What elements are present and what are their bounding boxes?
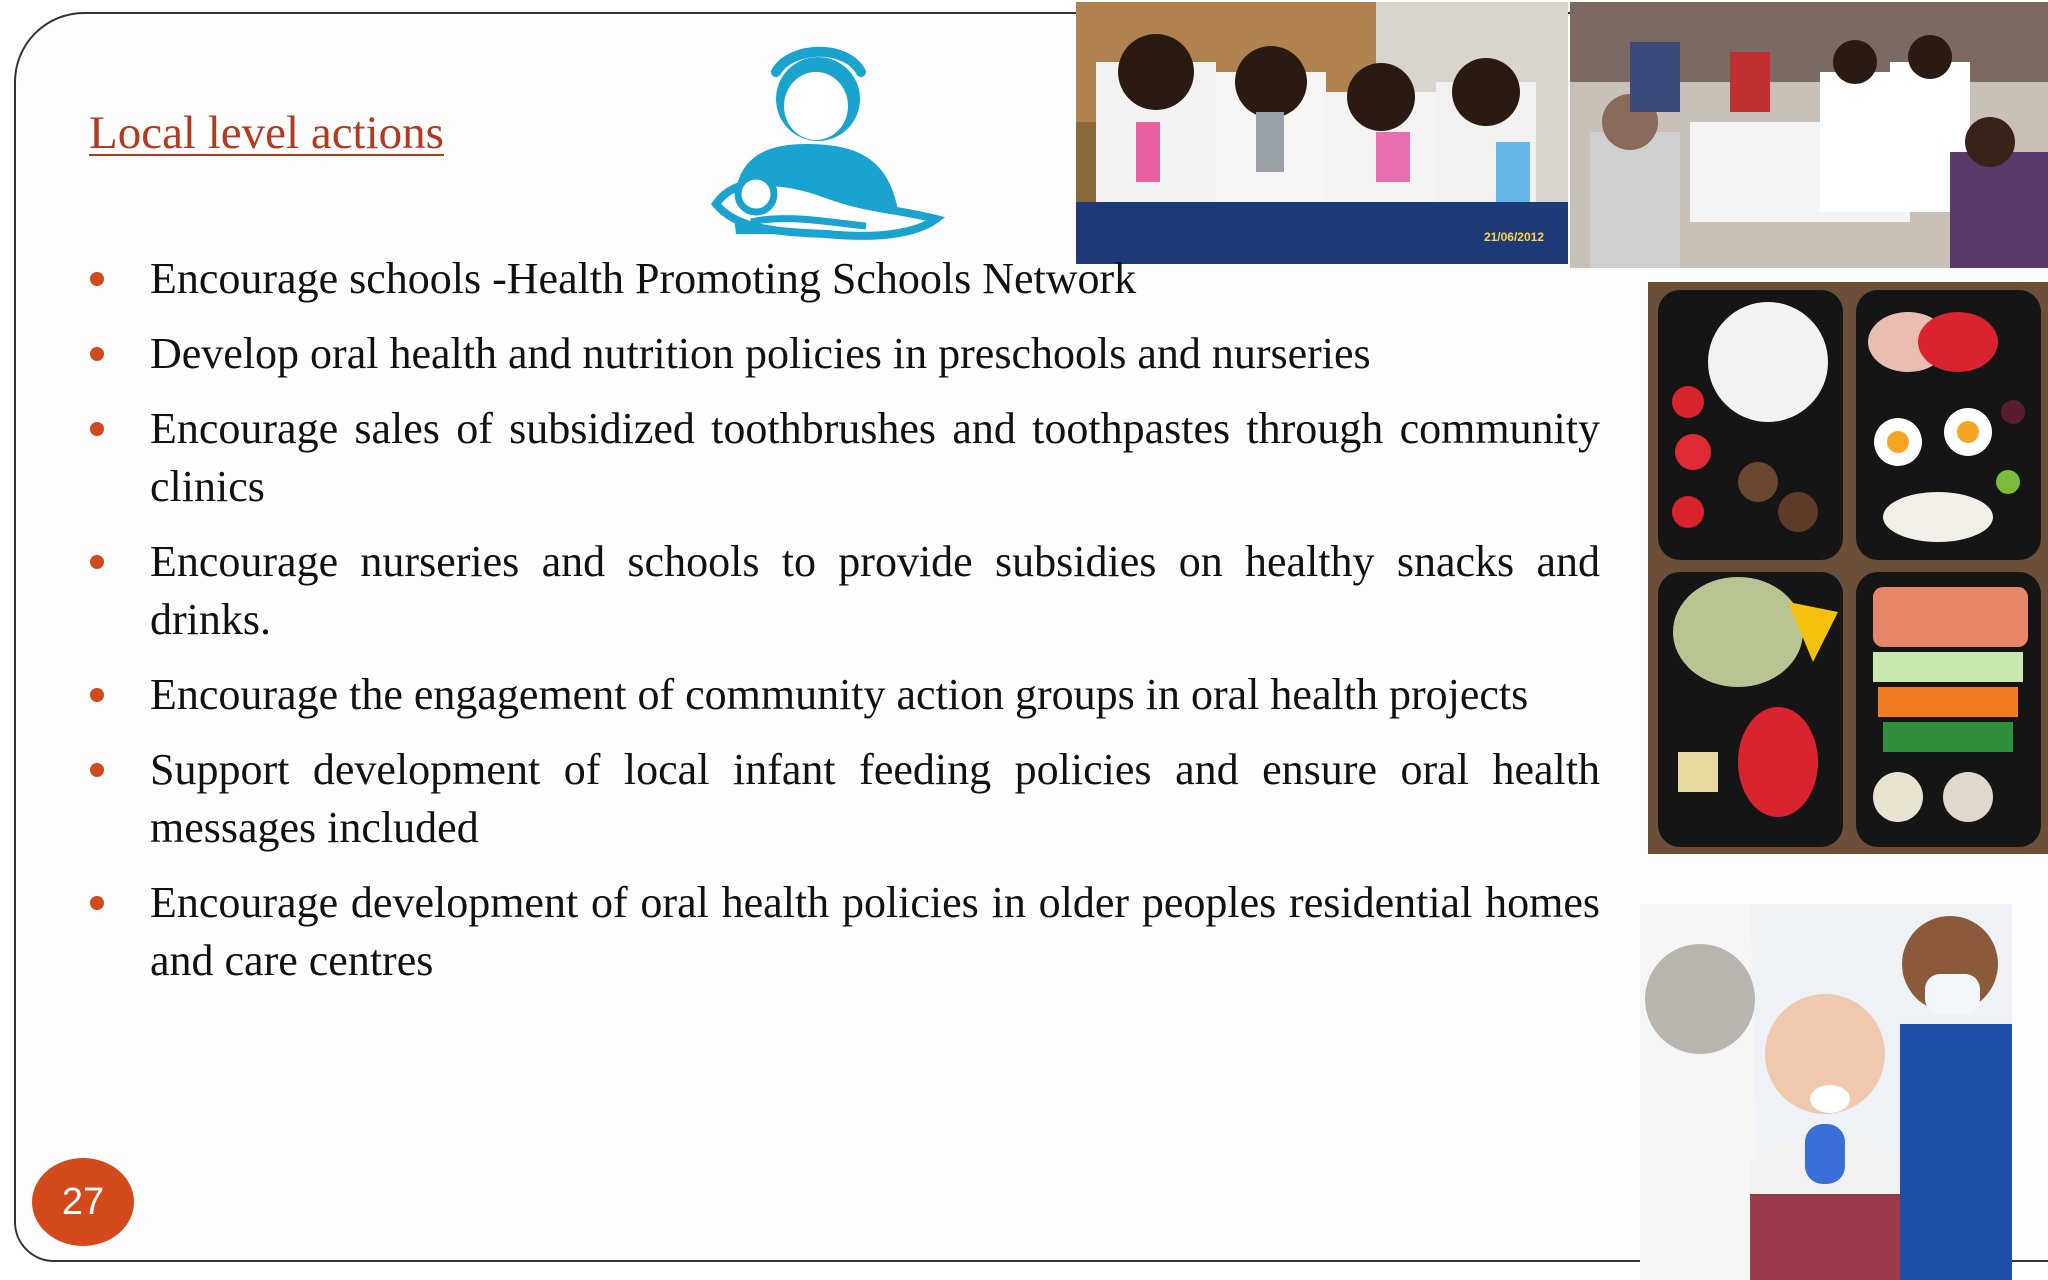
school-children-photo <box>1076 2 1568 264</box>
page-number-badge: 27 <box>32 1158 134 1246</box>
healthy-snack-boxes-photo <box>1648 282 2048 854</box>
bullet-text: Support development of local infant feeding policies and ensure oral health messages included <box>150 745 1600 852</box>
bullet-dot-icon <box>90 422 104 436</box>
bullet-dot-icon <box>90 763 104 777</box>
mother-baby-icon <box>696 44 952 254</box>
bullet-item <box>90 533 1600 649</box>
photo-date-stamp: 21/06/2012 <box>1483 230 1544 244</box>
bullet-dot-icon <box>90 688 104 702</box>
bullet-text: Encourage schools -Health Promoting Schools Network <box>150 254 1137 303</box>
bullet-dot-icon <box>90 896 104 910</box>
dental-camp-photo <box>1570 2 2048 268</box>
slide-title: Local level actions <box>89 107 444 159</box>
bullet-text: Develop oral health and nutrition policies in preschools and nurseries <box>150 329 1371 378</box>
bullet-item <box>90 250 1600 308</box>
bullet-text: Encourage sales of subsidized toothbrushes and toothpastes through community clinics <box>150 404 1600 511</box>
bullet-item <box>90 400 1600 516</box>
dentist-elderly-patient-photo <box>1640 904 2012 1280</box>
bullet-text: Encourage the engagement of community action groups in oral health projects <box>150 670 1529 719</box>
bullet-dot-icon <box>90 555 104 569</box>
bullet-text: Encourage development of oral health policies in older peoples residential homes and care centres <box>150 878 1600 985</box>
bullet-item <box>90 874 1600 990</box>
bullet-item <box>90 741 1600 857</box>
bullet-text: Encourage nurseries and schools to provide subsidies on healthy snacks and drinks. <box>150 537 1600 644</box>
bullet-dot-icon <box>90 272 104 286</box>
bullet-list <box>90 250 1600 1007</box>
bullet-item <box>90 666 1600 724</box>
bullet-dot-icon <box>90 347 104 361</box>
bullet-item <box>90 325 1600 383</box>
